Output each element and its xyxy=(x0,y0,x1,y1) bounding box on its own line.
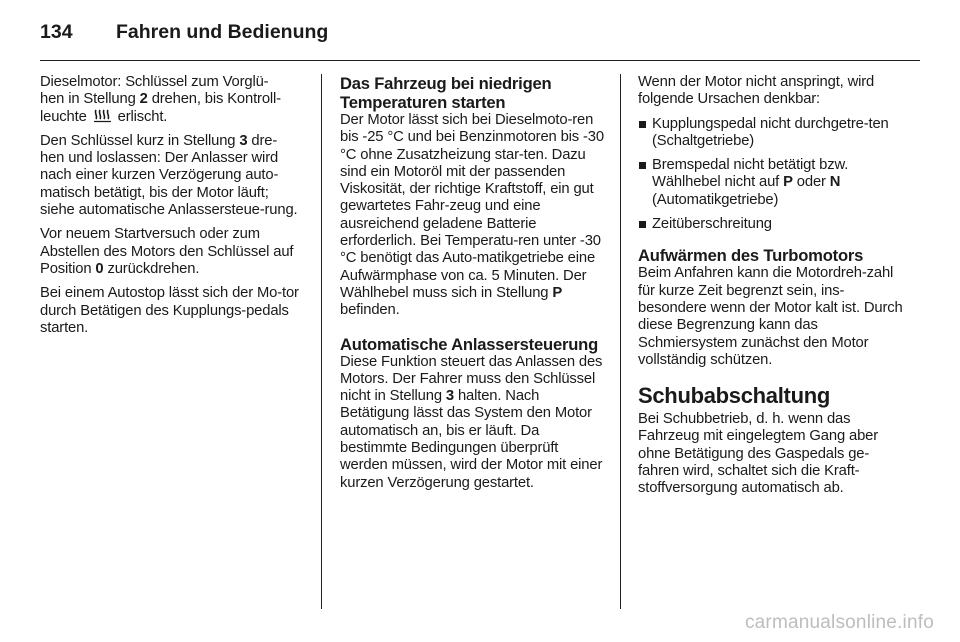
text: Dieselmotor: Schlüssel zum Vorglü- xyxy=(40,74,269,90)
text: befinden. xyxy=(340,302,400,319)
watermark: carmanualsonline.info xyxy=(744,612,934,633)
heading-cold-start: Das Fahrzeug bei niedrigen Temperaturen starten xyxy=(340,74,552,112)
page-header xyxy=(40,14,328,50)
paragraph-preglow xyxy=(40,74,302,126)
text: leuchte xyxy=(40,108,87,125)
key-position: 2 xyxy=(139,91,148,108)
key-position: 3 xyxy=(239,132,248,149)
text: Den Schlüssel kurz in Stellung xyxy=(40,132,236,149)
bullet-square-icon xyxy=(639,121,646,128)
glow-plug-icon xyxy=(93,109,112,123)
text: Vor neuem Startversuch oder zum Abstellen des Motors den Schlüssel auf Position xyxy=(40,226,294,277)
text: (Automatikgetriebe) xyxy=(652,191,779,208)
text: Diese Funktion steuert das Anlassen des Motors. Der Fahrer muss den Schlüssel nicht in Stellung xyxy=(340,353,603,405)
text: oder xyxy=(796,174,826,191)
key-position: 0 xyxy=(95,260,104,277)
paragraph-turbo: Beim Anfahren kann die Motordreh-zahl für kurze Zeit begrenzt sein, ins-besondere wenn der Motor kalt ist. Durch diese Begrenzung kann das Schmiersystem zunächst den Motor vollständig schützen. xyxy=(638,265,903,368)
column-left xyxy=(40,74,302,344)
text: hen und loslassen: Der Anlasser wird nach einer kurzen Verzögerung auto-matisch betätigt, bis der Motor läuft; siehe automatische Anlassersteue-rung. xyxy=(40,150,298,219)
text: zurückdrehen. xyxy=(107,260,200,277)
text: dre- xyxy=(251,132,278,149)
bullet-square-icon xyxy=(639,162,646,169)
header-rule xyxy=(40,60,920,61)
paragraph-crank xyxy=(40,133,302,219)
heading-auto-start: Automatische Anlassersteuerung xyxy=(340,334,599,354)
paragraph-auto-start xyxy=(340,354,608,492)
paragraph-retry xyxy=(40,226,302,278)
chapter-title: Fahren und Bedienung xyxy=(116,20,329,43)
text: Zeitüberschreitung xyxy=(652,216,772,233)
column-divider xyxy=(321,74,322,609)
paragraph-cold-start xyxy=(340,112,608,320)
text: Der Motor lässt sich bei Dieselmoto-ren bis -25 °C und bei Benzinmotoren bis -30 °C ohne Zusatzheizung star-ten. Dazu sind ein Motoröl mit der passenden Viskosität, der richtige Kraftstoff, ein gut gewartetes Fahr-zeug und eine ausreichend geladene Batterie erforderlich. Bei Temperatu-ren unter -30 °C benötigt das Auto-matikgetriebe eine Aufwärmphase von ca. 5 Minuten. Der Wählhebel muss sich in Stellung xyxy=(340,112,604,301)
text: Bremspedal nicht betätigt bzw. Wählhebel nicht auf xyxy=(652,157,849,191)
column-right xyxy=(638,74,906,505)
list-item xyxy=(638,157,906,209)
causes-list xyxy=(638,116,906,234)
page-number: 134 xyxy=(40,20,73,43)
key-position: 3 xyxy=(445,388,454,405)
bullet-square-icon xyxy=(639,221,646,228)
column-middle xyxy=(340,74,608,499)
gear-position: N xyxy=(829,174,841,191)
column-divider xyxy=(620,74,621,609)
text: erlischt. xyxy=(117,108,168,125)
heading-turbo: Aufwärmen des Turbomotors xyxy=(638,246,864,266)
paragraph-fuel-cutoff: Bei Schubbetrieb, d. h. wenn das Fahrzeug mit eingelegtem Gang aber ohne Betätigung des Gaspedals ge-fahren wird, schaltet sich die Kraft-stoffversorgung automatisch ab. xyxy=(638,411,879,497)
list-item xyxy=(638,116,906,151)
paragraph-autostop: Bei einem Autostop lässt sich der Mo-tor durch Betätigen des Kupplungs-pedals starten. xyxy=(40,285,299,336)
gear-position: P xyxy=(783,174,793,191)
text: hen in Stellung xyxy=(40,91,136,108)
list-item xyxy=(638,216,906,233)
gear-position: P xyxy=(552,284,563,301)
text: Kupplungspedal nicht durchgetre-ten (Schaltgetriebe) xyxy=(652,115,889,149)
text: drehen, bis Kontroll- xyxy=(151,91,281,108)
text: halten. Nach Betätigung lässt das System den Motor automatisch an, bis er läuft. Da bestimmte Bedingungen überprüft werden müssen, wird der Motor mit einer kurzen Verzögerung gestartet. xyxy=(340,388,603,491)
paragraph-causes: Wenn der Motor nicht anspringt, wird folgende Ursachen denkbar: xyxy=(638,74,875,108)
heading-fuel-cutoff: Schubabschaltung xyxy=(638,383,830,409)
